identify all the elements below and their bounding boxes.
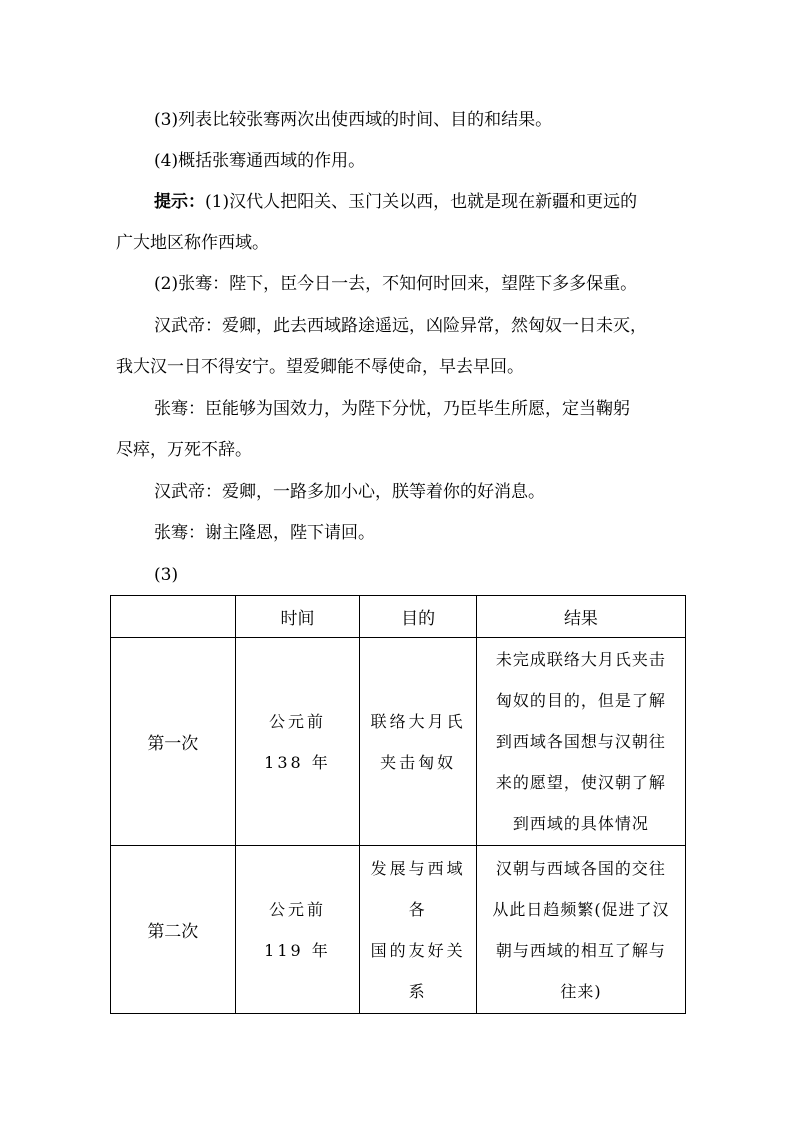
table-header-row (111, 596, 686, 638)
time-line: 公元前 (268, 711, 326, 731)
table-header-purpose: 目的 (360, 596, 477, 638)
answer-2-line-7: 张骞：谢主隆恩，陛下请回。 (154, 523, 375, 543)
result-line: 未完成联络大月氏夹击 (495, 650, 666, 669)
question-4: (4)概括张骞通西域的作用。 (154, 151, 366, 171)
purpose-line: 夹击匈奴 (380, 752, 457, 772)
result-line: 朝与西域的相互了解与 (495, 940, 666, 960)
time-line: 公元前 (268, 899, 326, 919)
answer-2-line-6: 汉武帝：爱卿，一路多加小心，朕等着你的好消息。 (154, 482, 545, 502)
result-line: 汉朝与西域各国的交往 (495, 858, 666, 878)
answer-2-line-5: 尽瘁，万死不辞。 (116, 440, 252, 460)
purpose-line: 发展与西域 (370, 858, 466, 878)
result-line: 到西域的具体情况 (512, 814, 649, 833)
time-cell (235, 638, 360, 846)
row-label: 第二次 (111, 846, 236, 1014)
table-row (111, 638, 686, 846)
result-line: 从此日趋频繁(促进了汉 (492, 899, 670, 919)
answer-1-text: (1)汉代人把阳关、玉门关以西，也就是现在新疆和更远的 (205, 192, 638, 212)
purpose-line: 系 (408, 981, 428, 1001)
time-line: 138 年 (264, 752, 331, 772)
result-line: 来的愿望，使汉朝了解 (495, 773, 666, 792)
purpose-line: 国的友好关 (370, 940, 466, 960)
table-header-time: 时间 (235, 596, 360, 638)
result-line: 匈奴的目的，但是了解 (495, 691, 666, 710)
answer-3-label: (3) (154, 565, 179, 585)
table-row (111, 846, 686, 1014)
purpose-line: 各 (408, 899, 428, 919)
question-3: (3)列表比较张骞两次出使西域的时间、目的和结果。 (154, 110, 553, 130)
row-label: 第一次 (111, 638, 236, 846)
answer-2-line-2: 汉武帝：爱卿，此去西域路途遥远，凶险异常，然匈奴一日未灭， (154, 316, 647, 336)
purpose-cell (360, 846, 477, 1014)
result-cell (476, 846, 685, 1014)
tip-label: 提示： (154, 192, 205, 212)
table-header-result: 结果 (476, 596, 685, 638)
answer-2-line-4: 张骞：臣能够为国效力，为陛下分忧，乃臣毕生所愿，定当鞠躬 (154, 399, 630, 419)
purpose-cell (360, 638, 477, 846)
answer-2-line-3: 我大汉一日不得安宁。望爱卿能不辱使命，早去早回。 (116, 357, 524, 377)
answer-1-line-2: 广大地区称作西域。 (116, 233, 269, 253)
purpose-line: 联络大月氏 (370, 711, 466, 731)
result-line: 到西域各国想与汉朝往 (495, 732, 666, 751)
answer-1-line-1 (154, 192, 794, 212)
time-cell (235, 846, 360, 1014)
time-line: 119 年 (264, 940, 331, 960)
result-cell (476, 638, 685, 846)
table-header-empty (111, 596, 236, 638)
comparison-table (110, 595, 686, 1014)
answer-2-line-1: (2)张骞：陛下，臣今日一去，不知何时回来，望陛下多多保重。 (154, 274, 638, 294)
result-line: 往来) (560, 981, 602, 1001)
